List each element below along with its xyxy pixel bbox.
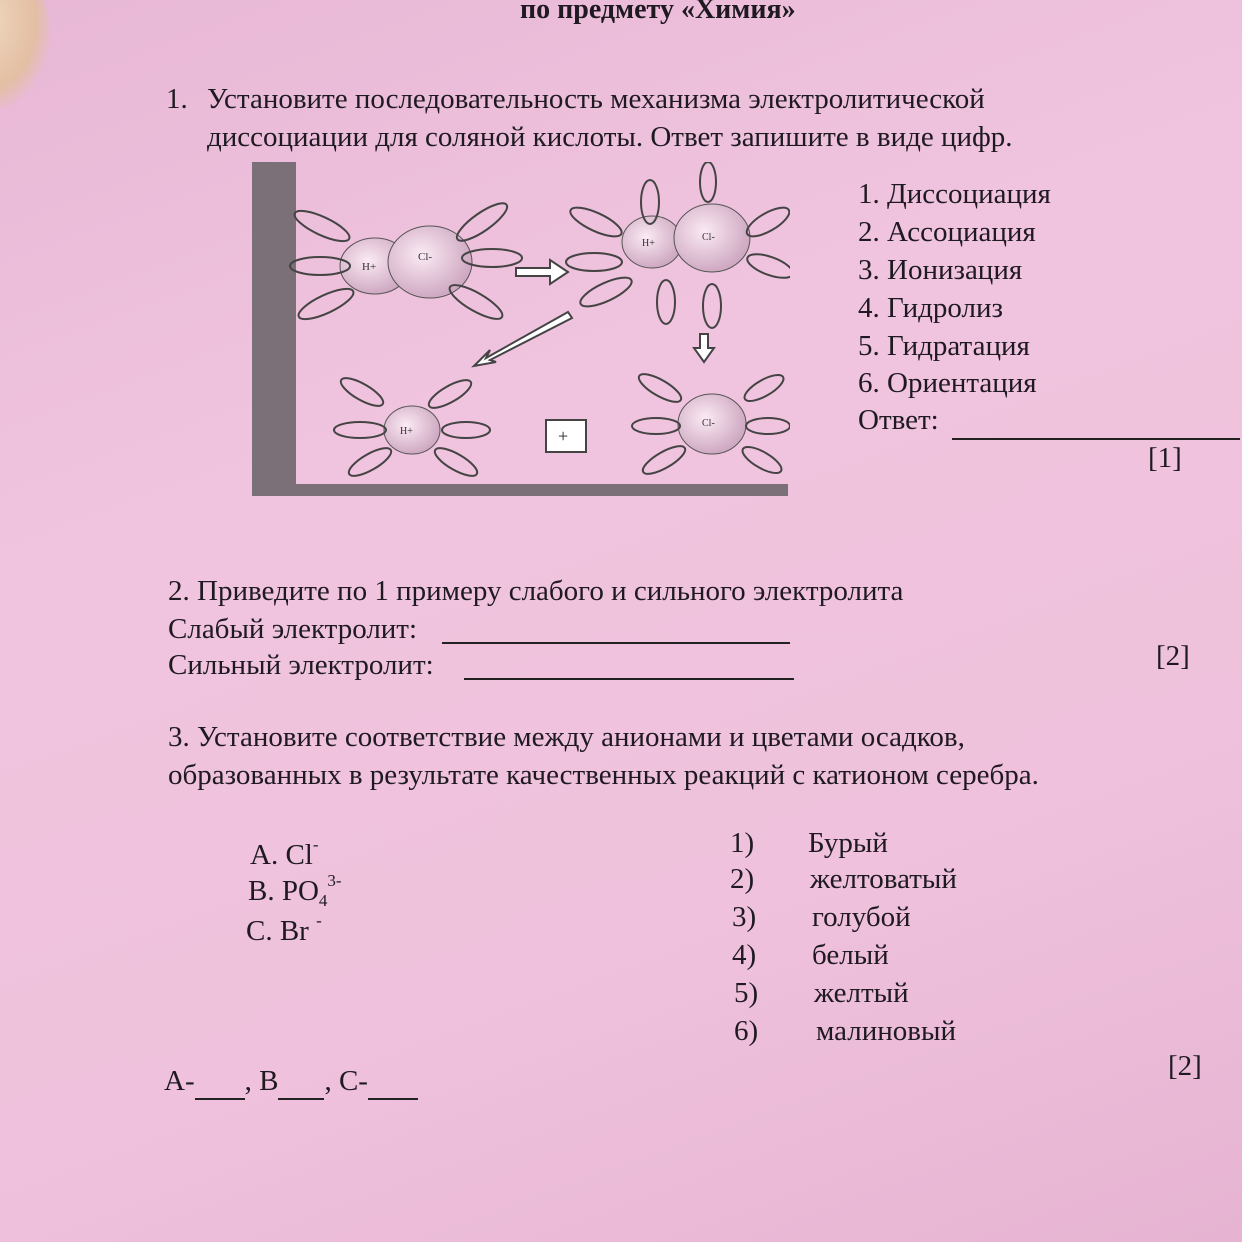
arrow-diagonal-icon (474, 312, 572, 366)
q3-text-line2: образованных в результате качественных реакций с катионом серебра. (168, 759, 1039, 791)
q1-answer-line[interactable] (952, 404, 1240, 440)
q3-answer-c-line[interactable] (368, 1072, 418, 1100)
vessel-wall (252, 162, 296, 496)
q2-weak-answer-line[interactable] (442, 612, 790, 644)
q1-option-4: 4. Гидролиз (858, 292, 1003, 324)
color-1-num: 1) (730, 827, 755, 859)
svg-text:Cl-: Cl- (702, 232, 715, 243)
q2-weak-label: Слабый электролит: (168, 613, 418, 645)
plus-sign: + (558, 426, 569, 446)
color-4-num: 4) (732, 939, 757, 971)
svg-text:Cl-: Cl- (702, 418, 715, 429)
q3-answer-b-label: , В (244, 1065, 279, 1097)
color-6-name: малиновый (816, 1015, 956, 1047)
color-3-name: голубой (812, 901, 911, 933)
color-5-name: желтый (814, 977, 909, 1009)
color-2-name: желтоватый (810, 863, 957, 895)
anion-b: В. $PO_4^{3-}$ (248, 871, 342, 910)
q2-strong-answer-line[interactable] (464, 648, 794, 680)
q1-text-line2: диссоциации для соляной кислоты. Ответ запишите в виде цифр. (207, 121, 1013, 153)
stage-hydrated-anion (632, 369, 790, 479)
anion-c: С. Br - (246, 911, 322, 947)
q1-option-2: 2. Ассоциация (858, 216, 1036, 248)
q2-text: 2. Приведите по 1 примеру слабого и сильного электролита (168, 575, 904, 607)
arrow-right-icon (516, 260, 568, 284)
ion-h-label: H+ (362, 261, 377, 273)
q1-option-1: 1. Диссоциация (858, 178, 1051, 210)
q1-answer-label: Ответ: (858, 404, 939, 436)
q1-option-6: 6. Ориентация (858, 367, 1037, 399)
q2-strong-label: Сильный электролит: (168, 649, 434, 681)
vessel-floor (252, 484, 788, 496)
q3-answer-a-label: А- (164, 1065, 195, 1097)
q3-text-line1: 3. Установите соответствие между анионами и цветами осадков, (168, 721, 965, 753)
q3-answer (164, 1062, 418, 1100)
color-4-name: белый (812, 939, 889, 971)
q1-option-3: 3. Ионизация (858, 254, 1023, 286)
q1-number: 1. (166, 83, 188, 115)
q3-score: [2] (1168, 1050, 1202, 1082)
q3-answer-c-label: , С- (324, 1065, 368, 1097)
finger-shadow (0, 0, 50, 110)
color-1-name: Бурый (808, 827, 888, 859)
subject-heading: по предмету «Химия» (520, 0, 796, 25)
q3-answer-b-line[interactable] (278, 1072, 324, 1100)
q3-answer-a-line[interactable] (195, 1072, 245, 1100)
svg-text:H+: H+ (400, 426, 413, 437)
color-3-num: 3) (732, 901, 757, 933)
q1-text-line1: Установите последовательность механизма электролитической (207, 83, 985, 115)
color-5-num: 5) (734, 977, 759, 1009)
q2-score: [2] (1156, 640, 1190, 672)
arrow-down-icon (694, 334, 714, 362)
svg-text:H+: H+ (642, 238, 655, 249)
q1-option-5: 5. Гидратация (858, 330, 1030, 362)
stage-hydrated-cation (334, 373, 490, 481)
stage-ionization (566, 162, 790, 328)
ion-cl-label: Cl- (418, 251, 433, 263)
color-6-num: 6) (734, 1015, 759, 1047)
stage-molecule (290, 197, 522, 324)
anion-a: А. Cl- (250, 835, 319, 871)
color-2-num: 2) (730, 863, 755, 895)
dissociation-diagram (250, 162, 790, 498)
q1-score: [1] (1148, 442, 1182, 474)
